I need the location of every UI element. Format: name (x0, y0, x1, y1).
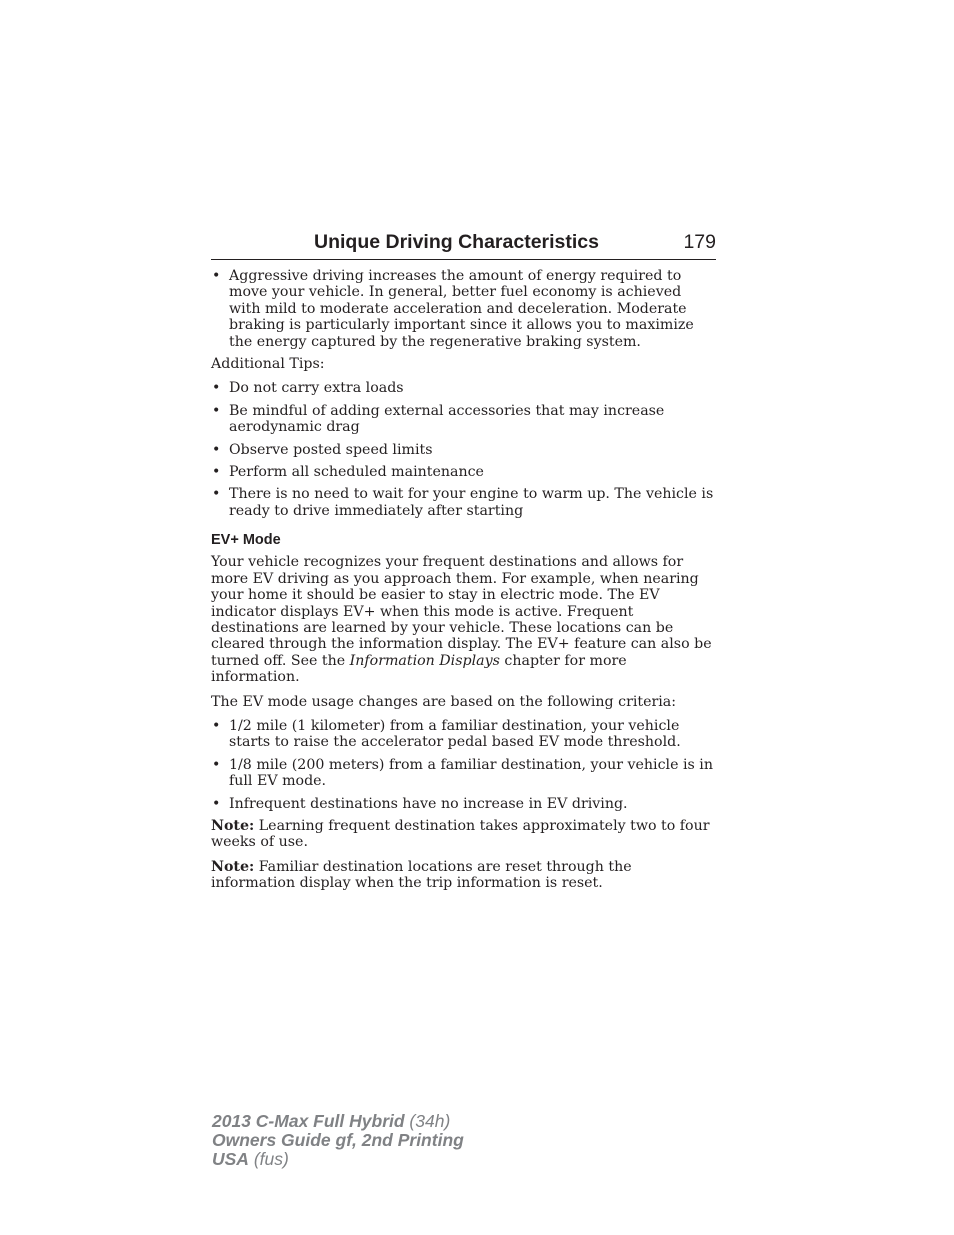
note-2 (211, 859, 717, 892)
list-item: • 1/8 mile (200 meters) from a familiar destination, your vehicle is in full EV mode. (211, 757, 717, 790)
note-label: Note: (211, 858, 255, 875)
list-item: • Do not carry extra loads (211, 380, 717, 396)
page-number: 179 (683, 231, 716, 253)
note-1 (211, 818, 717, 851)
criteria-list (211, 718, 717, 812)
list-item: • There is no need to wait for your engine to warm up. The vehicle is ready to drive immediately after starting (211, 486, 717, 519)
footer-model: 2013 C-Max Full Hybrid (212, 1111, 405, 1131)
page-content (211, 268, 717, 900)
ev-mode-paragraph (211, 554, 717, 685)
chapter-reference: Information Displays (349, 652, 500, 669)
criteria-intro: The EV mode usage changes are based on the following criteria: (211, 693, 677, 710)
ev-paragraph-text: Your vehicle recognizes your frequent destinations and allows for more EV driving as you approach them. For example, when nearing your home it should be easier to stay in electric mode. The EV indicator displays EV+ when this mode is active. Frequent destinations are learned by your vehicle. These locations can be cleared through the information display. The EV+ feature can also be turned off. See the (211, 554, 712, 669)
list-item: • Aggressive driving increases the amount of energy required to move your vehicle. In general, better fuel economy is achieved with mild to moderate acceleration and deceleration. Moderate braking is particularly important since it allows you to maximize the energy captured by the regenerative braking system. (211, 268, 717, 350)
footer-line-1 (212, 1112, 464, 1131)
document-footer (212, 1112, 464, 1169)
list-item: • Infrequent destinations have no increase in EV driving. (211, 796, 717, 812)
tips-label: Additional Tips: (211, 356, 325, 373)
list-item: • Perform all scheduled maintenance (211, 464, 717, 480)
footer-market-code: (fus) (248, 1149, 289, 1169)
section-heading-ev-mode: EV+ Mode (211, 532, 281, 549)
footer-model-code: (34h) (404, 1111, 451, 1131)
tips-list (211, 380, 717, 519)
note-label: Note: (211, 817, 255, 834)
footer-line-3 (212, 1150, 464, 1169)
list-item: • Observe posted speed limits (211, 442, 717, 458)
note-text: Familiar destination locations are reset through the information display when the trip information is reset. (211, 858, 632, 892)
intro-bullet-list (211, 268, 717, 350)
page-title: Unique Driving Characteristics (314, 231, 599, 253)
list-item: • Be mindful of adding external accessories that may increase aerodynamic drag (211, 403, 717, 436)
list-item: • 1/2 mile (1 kilometer) from a familiar destination, your vehicle starts to raise the accelerator pedal based EV mode threshold. (211, 718, 717, 751)
footer-guide: Owners Guide gf, 2nd Printing (212, 1130, 464, 1150)
footer-line-2 (212, 1131, 464, 1150)
ev-paragraph-end: chapter for more information. (211, 652, 627, 686)
footer-market: USA (212, 1149, 249, 1169)
page-header (211, 229, 716, 260)
note-text: Learning frequent destination takes approximately two to four weeks of use. (211, 817, 710, 851)
